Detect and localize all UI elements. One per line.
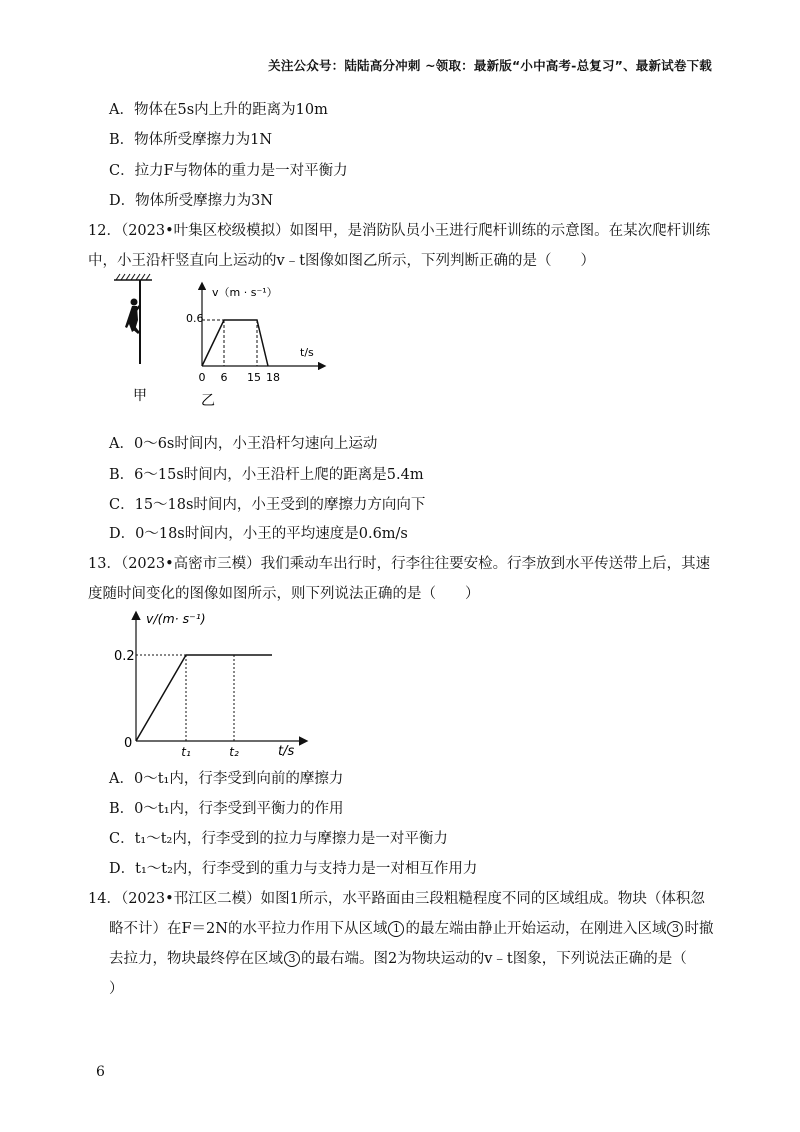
x-tick-label-t2: t₂ [229,745,239,759]
q14-line3-b: 的最右端。图2为物块运动的v﹣t图象，下列说法正确的是（ [301,951,687,967]
q13-stem-line2: 度随时间变化的图像如图所示，则下列说法正确的是（ ） [88,586,480,602]
region-3-marker-2: 3 [284,951,300,967]
climber-silhouette [125,299,141,335]
q11-option-a: A．物体在5s内上升的距离为10m [109,102,328,118]
q13-vt-chart [110,605,310,763]
q13-option-a: A．0～t₁内，行李受到向前的摩擦力 [109,771,344,787]
y-tick-label: 0.6 [186,312,204,325]
q14-line3-a: 去拉力，物块最终停在区域 [109,951,283,967]
q12-vt-chart [182,276,332,411]
q14-line2-c: 时撤 [684,921,714,937]
q14-stem-line4: ） [109,981,124,997]
q12-option-b: B．6～15s时间内，小王沿杆上爬的距离是5.4m [109,467,424,483]
label-jia: 甲 [133,388,147,404]
x-tick-label-t1: t₁ [181,745,191,759]
x-axis-label: t/s [278,744,295,759]
series-line [136,655,272,741]
q12-stem-line2: 中，小王沿杆竖直向上运动的v﹣t图像如图乙所示，下列判断正确的是（ ） [88,253,596,269]
q11-option-d: D．物体所受摩擦力为3N [109,193,274,209]
x-tick-label-6: 6 [220,371,228,384]
region-1-marker: 1 [388,921,404,937]
q14-line2-b: 的最左端由静止开始运动，在刚进入区域 [405,921,667,937]
x-tick-label-0: 0 [198,371,206,384]
q14-stem-line3 [109,947,687,968]
q12-figure-climber [110,272,160,412]
q14-line2-a: 略不计）在F＝2N的水平拉力作用下从区域 [109,921,388,937]
q12-option-c: C．15～18s时间内，小王受到的摩擦力方向向下 [109,497,426,513]
q13-option-c: C．t₁～t₂内，行李受到的拉力与摩擦力是一对平衡力 [109,831,448,847]
series-line [202,320,268,366]
q13-option-b: B．0～t₁内，行李受到平衡力的作用 [109,801,344,817]
origin-label: 0 [124,736,133,751]
q12-stem-line1: 12．（2023•叶集区校级模拟）如图甲，是消防队员小王进行爬杆训练的示意图。在某次爬杆训练 [88,223,711,239]
page-header: 关注公众号：陆陆高分冲刺 ~领取：最新版“小中高考-总复习”、最新试卷下载 [268,58,712,73]
ceiling-hatch [116,274,150,280]
y-tick-label: 0.2 [114,649,135,664]
y-axis-label: v/(m· s⁻¹) [146,611,206,626]
x-tick-label-18: 18 [266,371,280,384]
x-axis-label: t/s [300,346,314,359]
region-3-marker: 3 [667,921,683,937]
q13-stem-line1: 13．（2023•高密市三模）我们乘动车出行时，行李往往要安检。行李放到水平传送带上后，其速 [88,556,711,572]
q11-option-c: C．拉力F与物体的重力是一对平衡力 [109,163,348,179]
y-axis-label: v（m · s⁻¹） [212,286,278,299]
q13-option-d: D．t₁～t₂内，行李受到的重力与支持力是一对相互作用力 [109,861,478,877]
x-tick-label-15: 15 [247,371,261,384]
label-yi: 乙 [201,393,215,409]
q12-option-a: A．0～6s时间内，小王沿杆匀速向上运动 [109,436,378,452]
page-number: 6 [96,1064,105,1080]
q12-option-d: D．0～18s时间内，小王的平均速度是0.6m/s [109,526,408,542]
q14-stem-line2 [109,917,713,938]
q14-stem-line1: 14．（2023•邗江区二模）如图1所示，水平路面由三段粗糙程度不同的区域组成。物块（体积忽 [88,891,705,907]
q11-option-b: B．物体所受摩擦力为1N [109,132,273,148]
